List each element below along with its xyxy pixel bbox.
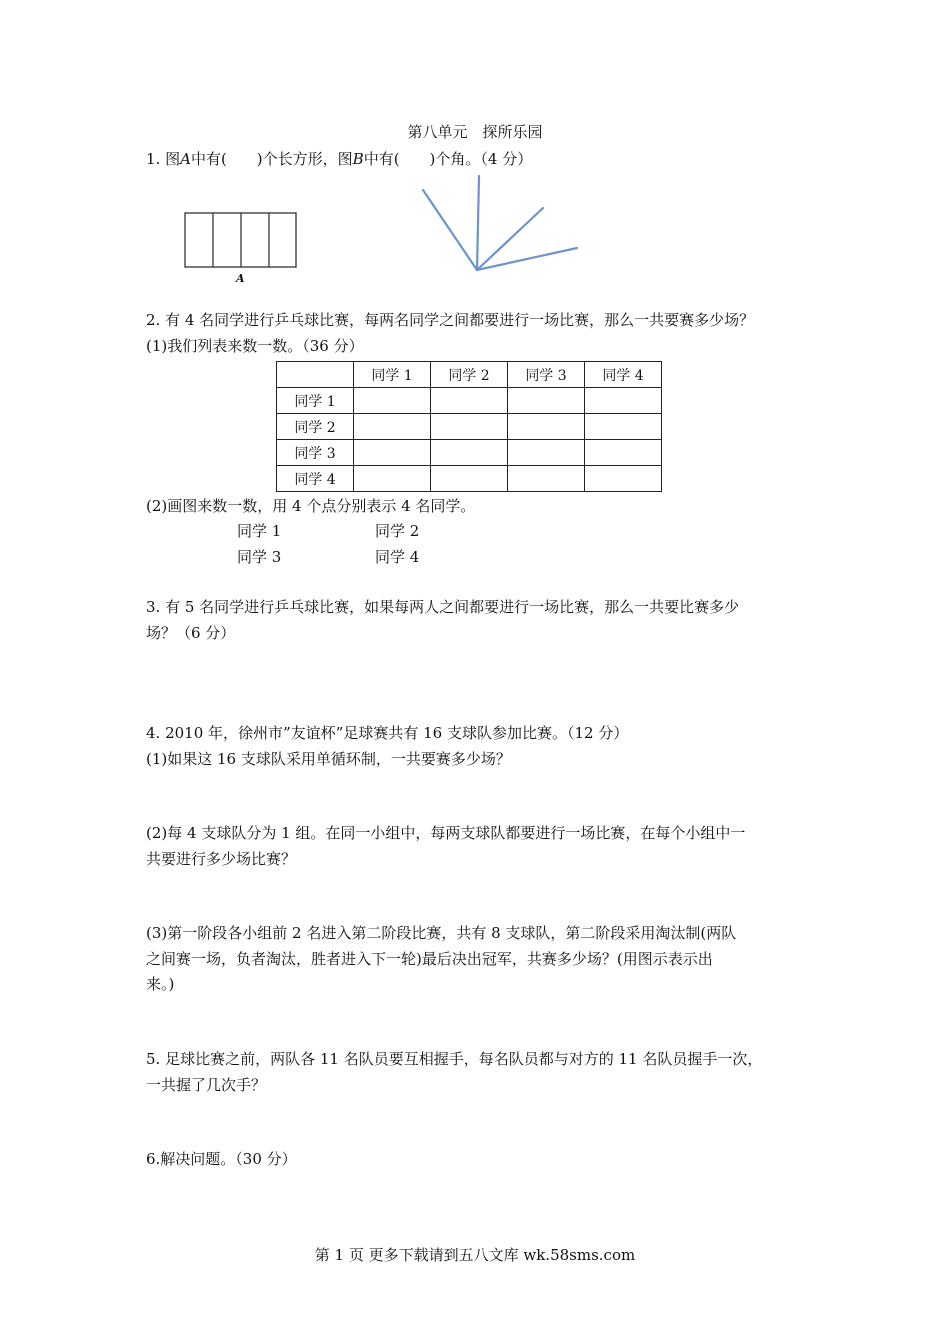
table-header-cell: 同学 1 bbox=[354, 362, 431, 388]
question-2-part-1: (1)我们列表来数一数。（36 分） bbox=[146, 337, 364, 355]
table-cell bbox=[354, 440, 431, 466]
q1-figure-b-ref: B bbox=[352, 150, 364, 168]
match-table bbox=[276, 361, 662, 492]
table-cell bbox=[585, 440, 662, 466]
table-header-cell bbox=[277, 362, 354, 388]
q1-text-1: 1. 图 bbox=[146, 150, 181, 168]
point-label-student-1: 同学 1 bbox=[237, 522, 282, 540]
table-row bbox=[277, 388, 662, 414]
table-row-header: 同学 1 bbox=[277, 388, 354, 414]
question-4-part-1: (1)如果这 16 支球队采用单循环制，一共要赛多少场？ bbox=[146, 750, 511, 768]
table-row bbox=[277, 414, 662, 440]
table-row-header: 同学 4 bbox=[277, 466, 354, 492]
table-header-row bbox=[277, 362, 662, 388]
q1-figure-a-ref: A bbox=[180, 150, 191, 168]
figure-b-angle-fan bbox=[415, 170, 585, 280]
table-cell bbox=[585, 466, 662, 492]
question-4-part-2-line-2: 共要进行多少场比赛？ bbox=[146, 850, 297, 868]
table-cell bbox=[508, 388, 585, 414]
table-cell bbox=[431, 466, 508, 492]
table-cell bbox=[431, 440, 508, 466]
question-3-line-1: 3. 有 5 名同学进行乒乓球比赛，如果每两人之间都要进行一场比赛，那么一共要比赛多少 bbox=[146, 598, 740, 616]
table-row bbox=[277, 440, 662, 466]
table-row-header: 同学 3 bbox=[277, 440, 354, 466]
table-header-cell: 同学 4 bbox=[585, 362, 662, 388]
q1-text-3: 中有( )个角。（4 分） bbox=[363, 150, 533, 168]
question-4-part-3-line-1: (3)第一阶段各小组前 2 名进入第二阶段比赛，共有 8 支球队，第二阶段采用淘汰制(两队 bbox=[146, 924, 737, 942]
point-label-student-2: 同学 2 bbox=[375, 522, 420, 540]
question-2-part-2: (2)画图来数一数，用 4 个点分别表示 4 名同学。 bbox=[146, 497, 476, 515]
table-cell bbox=[508, 414, 585, 440]
question-4-part-3-line-3: 来。) bbox=[146, 975, 175, 993]
table-cell bbox=[431, 414, 508, 440]
question-2: 2. 有 4 名同学进行乒乓球比赛，每两名同学之间都要进行一场比赛，那么一共要赛多少场？ bbox=[146, 311, 755, 329]
figure-a-label: A bbox=[236, 272, 245, 285]
page-title: 第八单元 探所乐园 bbox=[407, 123, 543, 141]
table-cell bbox=[354, 388, 431, 414]
point-label-student-4: 同学 4 bbox=[375, 548, 420, 566]
question-6: 6.解决问题。（30 分） bbox=[146, 1150, 297, 1168]
question-4-part-3-line-2: 之间赛一场，负者淘汰，胜者进入下一轮)最后决出冠军，共赛多少场？(用图示表示出 bbox=[146, 950, 713, 968]
question-4: 4. 2010 年，徐州市”友谊杯”足球赛共有 16 支球队参加比赛。（12 分） bbox=[146, 724, 629, 742]
point-label-student-3: 同学 3 bbox=[237, 548, 282, 566]
table-cell bbox=[508, 440, 585, 466]
table-cell bbox=[354, 414, 431, 440]
table-cell bbox=[585, 388, 662, 414]
table-row bbox=[277, 466, 662, 492]
question-3-line-2: 场？（6 分） bbox=[146, 624, 236, 642]
table-cell bbox=[508, 466, 585, 492]
question-1 bbox=[146, 148, 532, 170]
figure-a-rectangles bbox=[184, 212, 299, 270]
table-row-header: 同学 2 bbox=[277, 414, 354, 440]
table-header-cell: 同学 2 bbox=[431, 362, 508, 388]
page-footer: 第 1 页 更多下载请到五八文库 wk.58sms.com bbox=[314, 1246, 636, 1264]
question-5-line-1: 5. 足球比赛之前，两队各 11 名队员要互相握手，每名队员都与对方的 11 名队员握手一次， bbox=[146, 1050, 763, 1068]
table-cell bbox=[354, 466, 431, 492]
question-4-part-2-line-1: (2)每 4 支球队分为 1 组。在同一小组中，每两支球队都要进行一场比赛，在每个小组中一 bbox=[146, 824, 746, 842]
q1-text-2: 中有( )个长方形，图 bbox=[190, 150, 353, 168]
table-cell bbox=[585, 414, 662, 440]
question-5-line-2: 一共握了几次手？ bbox=[146, 1076, 267, 1094]
table-header-cell: 同学 3 bbox=[508, 362, 585, 388]
table-cell bbox=[431, 388, 508, 414]
